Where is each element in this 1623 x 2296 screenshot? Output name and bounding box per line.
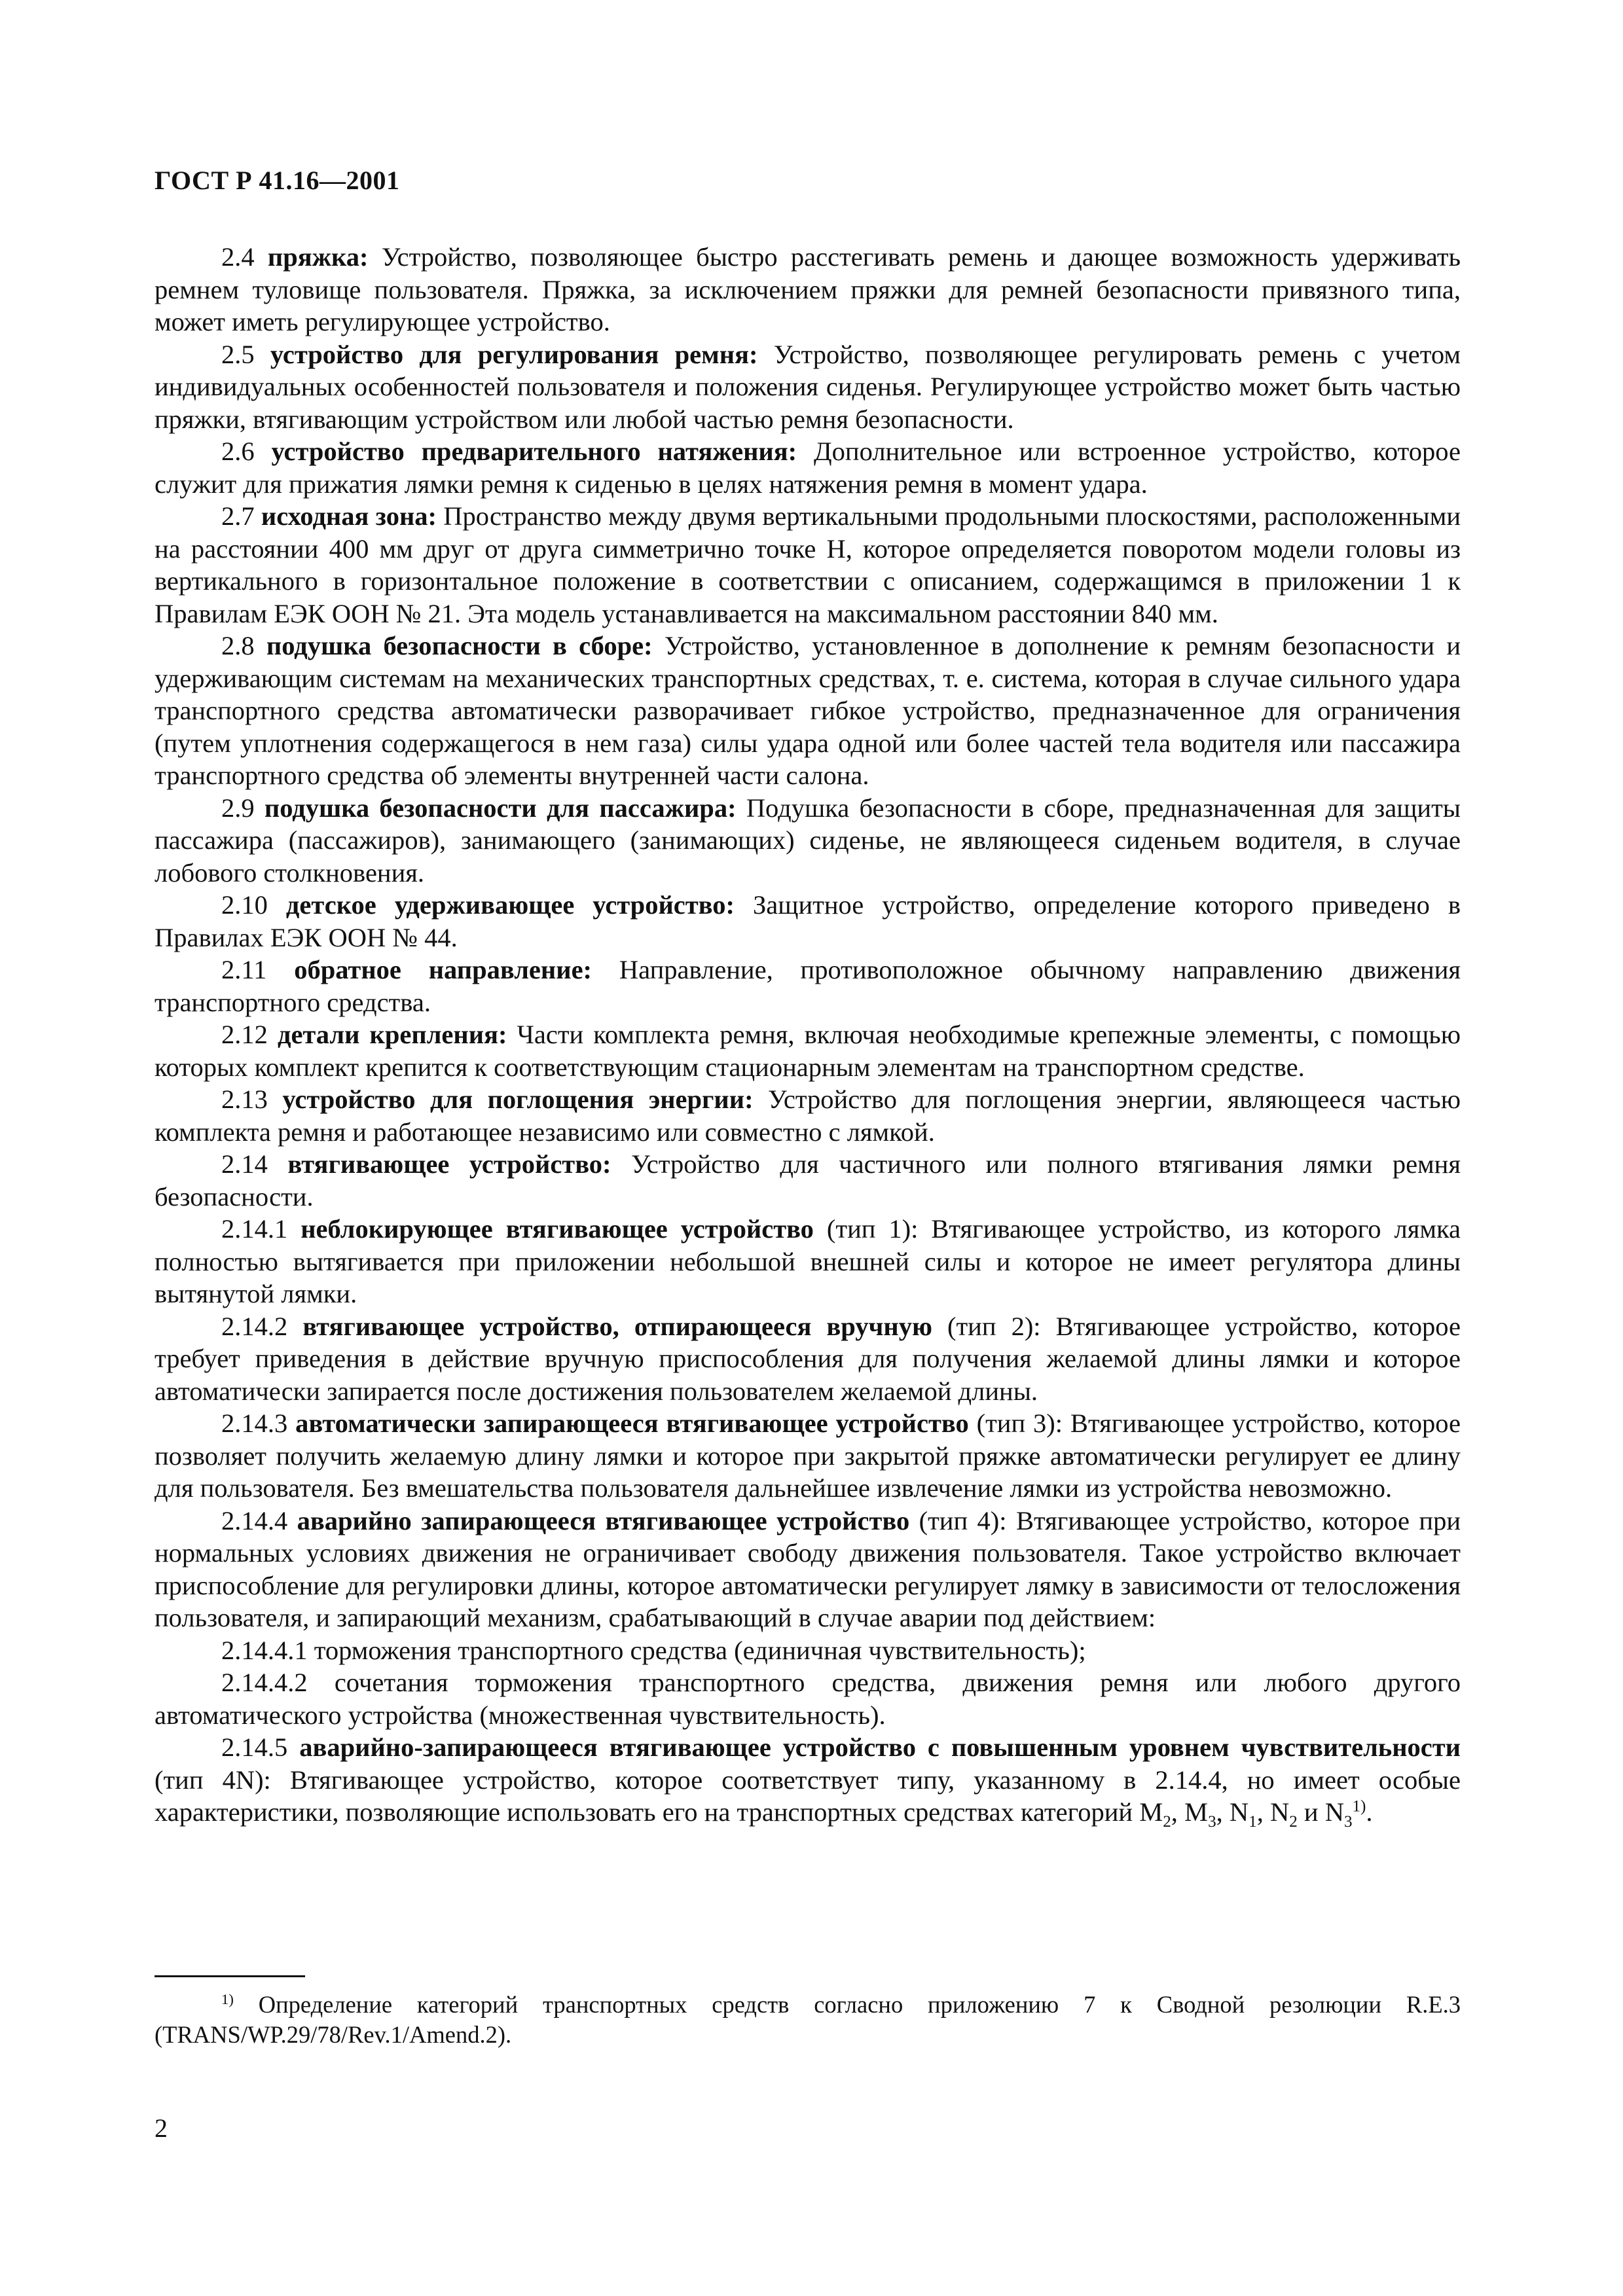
paragraph-2-12 [155,1018,1461,1083]
definition-text: Устройство, позволяющее регулировать ремень с учетом индивидуальных особенностей пользователя и положения сиденья. Регулирующее устройство может быть частью пряжки, втягивающим устройством или любой частью ремня безопасности. [155,339,1461,434]
clause-number: 2.12 [221,1020,268,1049]
paragraph-2-14-4-1 [155,1634,1461,1667]
main-text [155,241,1461,1829]
clause-number: 2.4 [221,242,255,272]
term: детское удерживающее устройство: [285,890,735,920]
footnote-separator [155,1975,305,1977]
paragraph-2-11 [155,954,1461,1018]
definition-text: Устройство, позволяющее быстро расстегивать ремень и дающее возможность удерживать ремнем туловище пользователя. Пряжка, за исключением пряжки для ремней безопасности привязного типа, может иметь регулирующее устройство. [155,242,1461,336]
clause-number: 2.14 [221,1149,268,1179]
term: устройство для поглощения энергии: [282,1085,754,1114]
paragraph-2-5 [155,338,1461,436]
clause-number: 2.14.4.2 [221,1668,308,1697]
clause-number: 2.5 [221,339,255,369]
conjunction: и [1304,1797,1319,1827]
definition-text: Дополнительное или встроенное устройство, которое служит для прижатия лямки ремня к сиденью в целях натяжения ремня в момент удара. [155,437,1461,499]
definition-text: сочетания торможения транспортного средства, движения ремня или любого другого автоматического устройства (множественная чувствительность). [155,1668,1461,1730]
paragraph-2-8 [155,630,1461,792]
footnote-ref: 1) [1352,1797,1366,1816]
category-n2: $N_2$ [1269,1797,1298,1831]
clause-number: 2.11 [221,955,267,984]
paragraph-2-14-3 [155,1407,1461,1505]
definition-text: Направление, противоположное обычному направлению движения транспортного средства. [155,955,1461,1017]
term: подушка безопасности в сборе: [266,631,653,660]
term: устройство для регулирования ремня: [270,339,758,369]
clause-number: 2.13 [221,1085,268,1114]
clause-number: 2.8 [221,631,255,660]
definition-text: (тип 4): Втягивающее устройство, которое при нормальных условиях движения не ограничивает свободу движения пользователя. Такое устройство включает приспособление для регулировки длины, которое автоматически регулирует лямку в зависимости от телосложения пользователя, и запирающий механизм, срабатывающий в случае аварии под действием: [155,1505,1461,1632]
category-m3: $M_3$ [1184,1797,1216,1831]
term: неблокирующее втягивающее устройство [301,1214,814,1244]
definition-text: Подушка безопасности в сборе, предназначенная для защиты пассажира (пассажиров), занимающего (занимающих) сиденье, не являющееся сиденьем водителя, в случае лобового столкновения. [155,793,1461,888]
term: исходная зона: [261,501,437,531]
paragraph-2-7 [155,500,1461,630]
category-n3: $N_3^{1)}$ [1324,1797,1366,1831]
clause-number: 2.14.5 [221,1732,288,1762]
definition-text: торможения транспортного средства (единичная чувствительность); [314,1635,1086,1665]
page-number: 2 [155,2113,168,2143]
definition-text: Устройство для частичного или полного втягивания лямки ремня безопасности. [155,1149,1461,1211]
paragraph-2-4 [155,241,1461,338]
clause-number: 2.14.2 [221,1311,288,1341]
paragraph-2-14-5: 2.14.5 аварийно-запирающееся втягивающее устройство с повышенным уровнем чувствительности (тип 4N): Втягивающее устройство, которое соответствует типу, указанному в 2.14.4, но имеет особые характеристики, позволяющие использовать его на транспортных средствах категорий $M_2$, $M_3$, $N_1$, $N_2$ и $N_3^{1)}$. [155,1732,1461,1831]
page-header: ГОСТ Р 41.16—2001 [155,166,400,195]
definition-text: Устройство для поглощения энергии, являющееся частью комплекта ремня и работающее независимо или совместно с лямкой. [155,1085,1461,1147]
definition-text: (тип 4N): Втягивающее устройство, которое соответствует типу, указанному в 2.14.4, но имеет особые характеристики, позволяющие использовать его на транспортных средствах категорий [155,1765,1461,1827]
definition-text: Защитное устройство, определение которого приведено в Правилах ЕЭК ООН № 44. [155,890,1461,952]
clause-number: 2.9 [221,793,255,823]
clause-number: 2.7 [221,501,255,531]
term: аварийно-запирающееся втягивающее устройство с повышенным уровнем чувствительности [299,1732,1461,1762]
term: аварийно запирающееся втягивающее устройство [297,1505,910,1535]
paragraph-2-10 [155,889,1461,954]
clause-number: 2.14.4 [221,1505,288,1535]
footnote [155,1990,1461,2050]
term: автоматически запирающееся втягивающее устройство [295,1408,969,1438]
definition-text: Устройство, установленное в дополнение к ремням безопасности и удерживающим системам на механических транспортных средствах, т. е. система, которая в случае сильного удара транспортного средства автоматически разворачивает гибкое устройство, предназначенное для ограничения (путем уплотнения содержащегося в нем газа) силы удара одной или более частей тела водителя или пассажира транспортного средства об элементы внутренней части салона. [155,631,1461,790]
paragraph-2-14-2 [155,1310,1461,1408]
paragraph-2-14-4-2 [155,1666,1461,1731]
term: втягивающее устройство, отпирающееся вручную [302,1311,932,1341]
paragraph-2-6 [155,435,1461,500]
definition-text: (тип 1): Втягивающее устройство, из которого лямка полностью вытягивается при приложении небольшой внешней силы и которое не имеет регулятора длины вытянутой лямки. [155,1214,1461,1308]
definition-text: Части комплекта ремня, включая необходимые крепежные элементы, с помощью которых комплект крепится к соответствующим стационарным элементам на транспортном средстве. [155,1020,1461,1082]
clause-number: 2.10 [221,890,268,920]
clause-number: 2.6 [221,437,255,466]
paragraph-2-13 [155,1083,1461,1148]
paragraph-2-14 [155,1148,1461,1213]
category-m2: $M_2$ [1139,1797,1171,1831]
footnote-mark: 1) [221,1990,234,2007]
definition-text: (тип 2): Втягивающее устройство, которое требует приведения в действие вручную приспособления для получения желаемой длины лямки и которое автоматически запирается после достижения пользователем желаемой длины. [155,1311,1461,1406]
clause-number: 2.14.1 [221,1214,288,1244]
definition-text: (тип 3): Втягивающее устройство, которое позволяет получить желаемую длину лямки и которое при закрытой пряжке автоматически регулирует ее длину для пользователя. Без вмешательства пользователя дальнейшее извлечение лямки из устройства невозможно. [155,1408,1461,1503]
footnote-text: Определение категорий транспортных средств согласно приложению 7 к Сводной резолюции R.E.3 (TRANS/WP.29/78/Rev.1/Amend.2). [155,1991,1461,2048]
definition-text: Пространство между двумя вертикальными продольными плоскостями, расположенными на расстоянии 400 мм друг от друга симметрично точке H, которое определяется поворотом модели головы из вертикального в горизонтальное положение в соответствии с описанием, содержащимся в приложении 1 к Правилам ЕЭК ООН № 21. Эта модель устанавливается на максимальном расстоянии 840 мм. [155,501,1461,628]
term: подушка безопасности для пассажира: [264,793,737,823]
paragraph-2-14-1 [155,1213,1461,1310]
clause-number: 2.14.3 [221,1408,288,1438]
term: устройство предварительного натяжения: [271,437,797,466]
category-n1: $N_1$ [1229,1797,1257,1831]
clause-number: 2.14.4.1 [221,1635,308,1665]
term: втягивающее устройство: [287,1149,611,1179]
term: детали крепления: [277,1020,507,1049]
paragraph-2-14-4 [155,1505,1461,1634]
term: обратное направление: [294,955,593,984]
term: пряжка: [267,242,369,272]
paragraph-2-9 [155,792,1461,889]
